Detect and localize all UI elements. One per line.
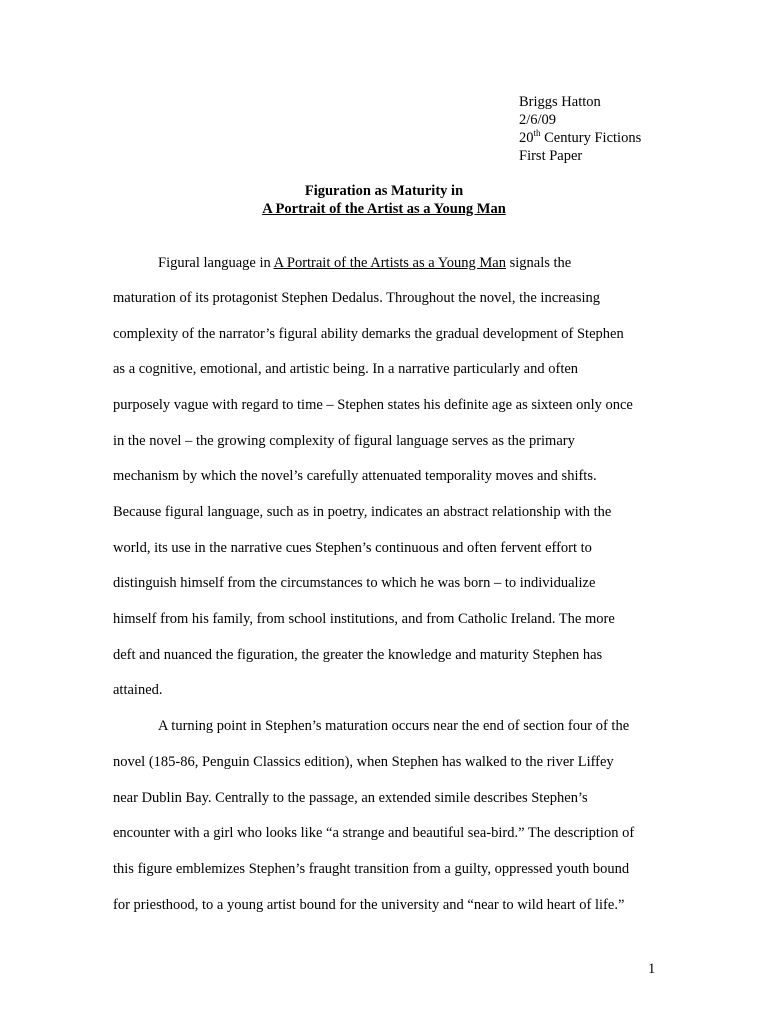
course-number: 20 xyxy=(519,130,534,146)
paragraph-line: complexity of the narrator’s figural ability demarks the gradual development of Stephen xyxy=(113,326,624,342)
paragraph-line: mechanism by which the novel’s carefully attenuated temporality moves and shifts. xyxy=(113,468,597,484)
paragraph-line: near Dublin Bay. Centrally to the passage, an extended simile describes Stephen’s xyxy=(113,790,588,806)
course-title: Century Fictions xyxy=(540,130,642,146)
course-name xyxy=(519,129,641,147)
paragraph-line: in the novel – the growing complexity of figural language serves as the primary xyxy=(113,433,575,449)
paragraph-2-line-1: A turning point in Stephen’s maturation occurs near the end of section four of the xyxy=(158,718,630,734)
author-name: Briggs Hatton xyxy=(519,94,601,110)
assignment-name: First Paper xyxy=(519,148,583,164)
paragraph-line: attained. xyxy=(113,682,163,698)
paragraph-line: maturation of its protagonist Stephen Dedalus. Throughout the novel, the increasing xyxy=(113,290,600,306)
course-ordinal: th xyxy=(533,128,541,139)
paragraph-line: purposely vague with regard to time – Stephen states his definite age as sixteen only once xyxy=(113,397,633,413)
paper-title xyxy=(113,182,655,218)
title-line-1: Figuration as Maturity in xyxy=(304,183,464,199)
paragraph-line: encounter with a girl who looks like “a strange and beautiful sea-bird.” The description of xyxy=(113,825,635,841)
paragraph-line: Because figural language, such as in poetry, indicates an abstract relationship with the xyxy=(113,504,612,520)
paragraph-line: deft and nuanced the figuration, the greater the knowledge and maturity Stephen has xyxy=(113,647,603,663)
paragraph-line: novel (185-86, Penguin Classics edition), when Stephen has walked to the river Liffey xyxy=(113,754,614,770)
title-line-2: A Portrait of the Artist as a Young Man xyxy=(262,201,506,217)
paragraph-1-line-1 xyxy=(158,254,571,272)
author-header xyxy=(519,93,641,165)
paper-date: 2/6/09 xyxy=(519,112,557,128)
book-title-reference: A Portrait of the Artists as a Young Man xyxy=(273,255,506,271)
paragraph-line: for priesthood, to a young artist bound for the university and “near to wild heart of life.” xyxy=(113,897,625,913)
paragraph-line: as a cognitive, emotional, and artistic being. In a narrative particularly and often xyxy=(113,361,579,377)
page-number: 1 xyxy=(648,961,656,977)
paragraph-line: world, its use in the narrative cues Stephen’s continuous and often fervent effort to xyxy=(113,540,592,556)
p1-line1-pre: Figural language in xyxy=(158,255,274,271)
paragraph-line: himself from his family, from school institutions, and from Catholic Ireland. The more xyxy=(113,611,615,627)
paragraph-line: distinguish himself from the circumstances to which he was born – to individualize xyxy=(113,575,596,591)
p1-line1-post: signals the xyxy=(505,255,572,271)
paragraph-line: this figure emblemizes Stephen’s fraught transition from a guilty, oppressed youth bound xyxy=(113,861,630,877)
